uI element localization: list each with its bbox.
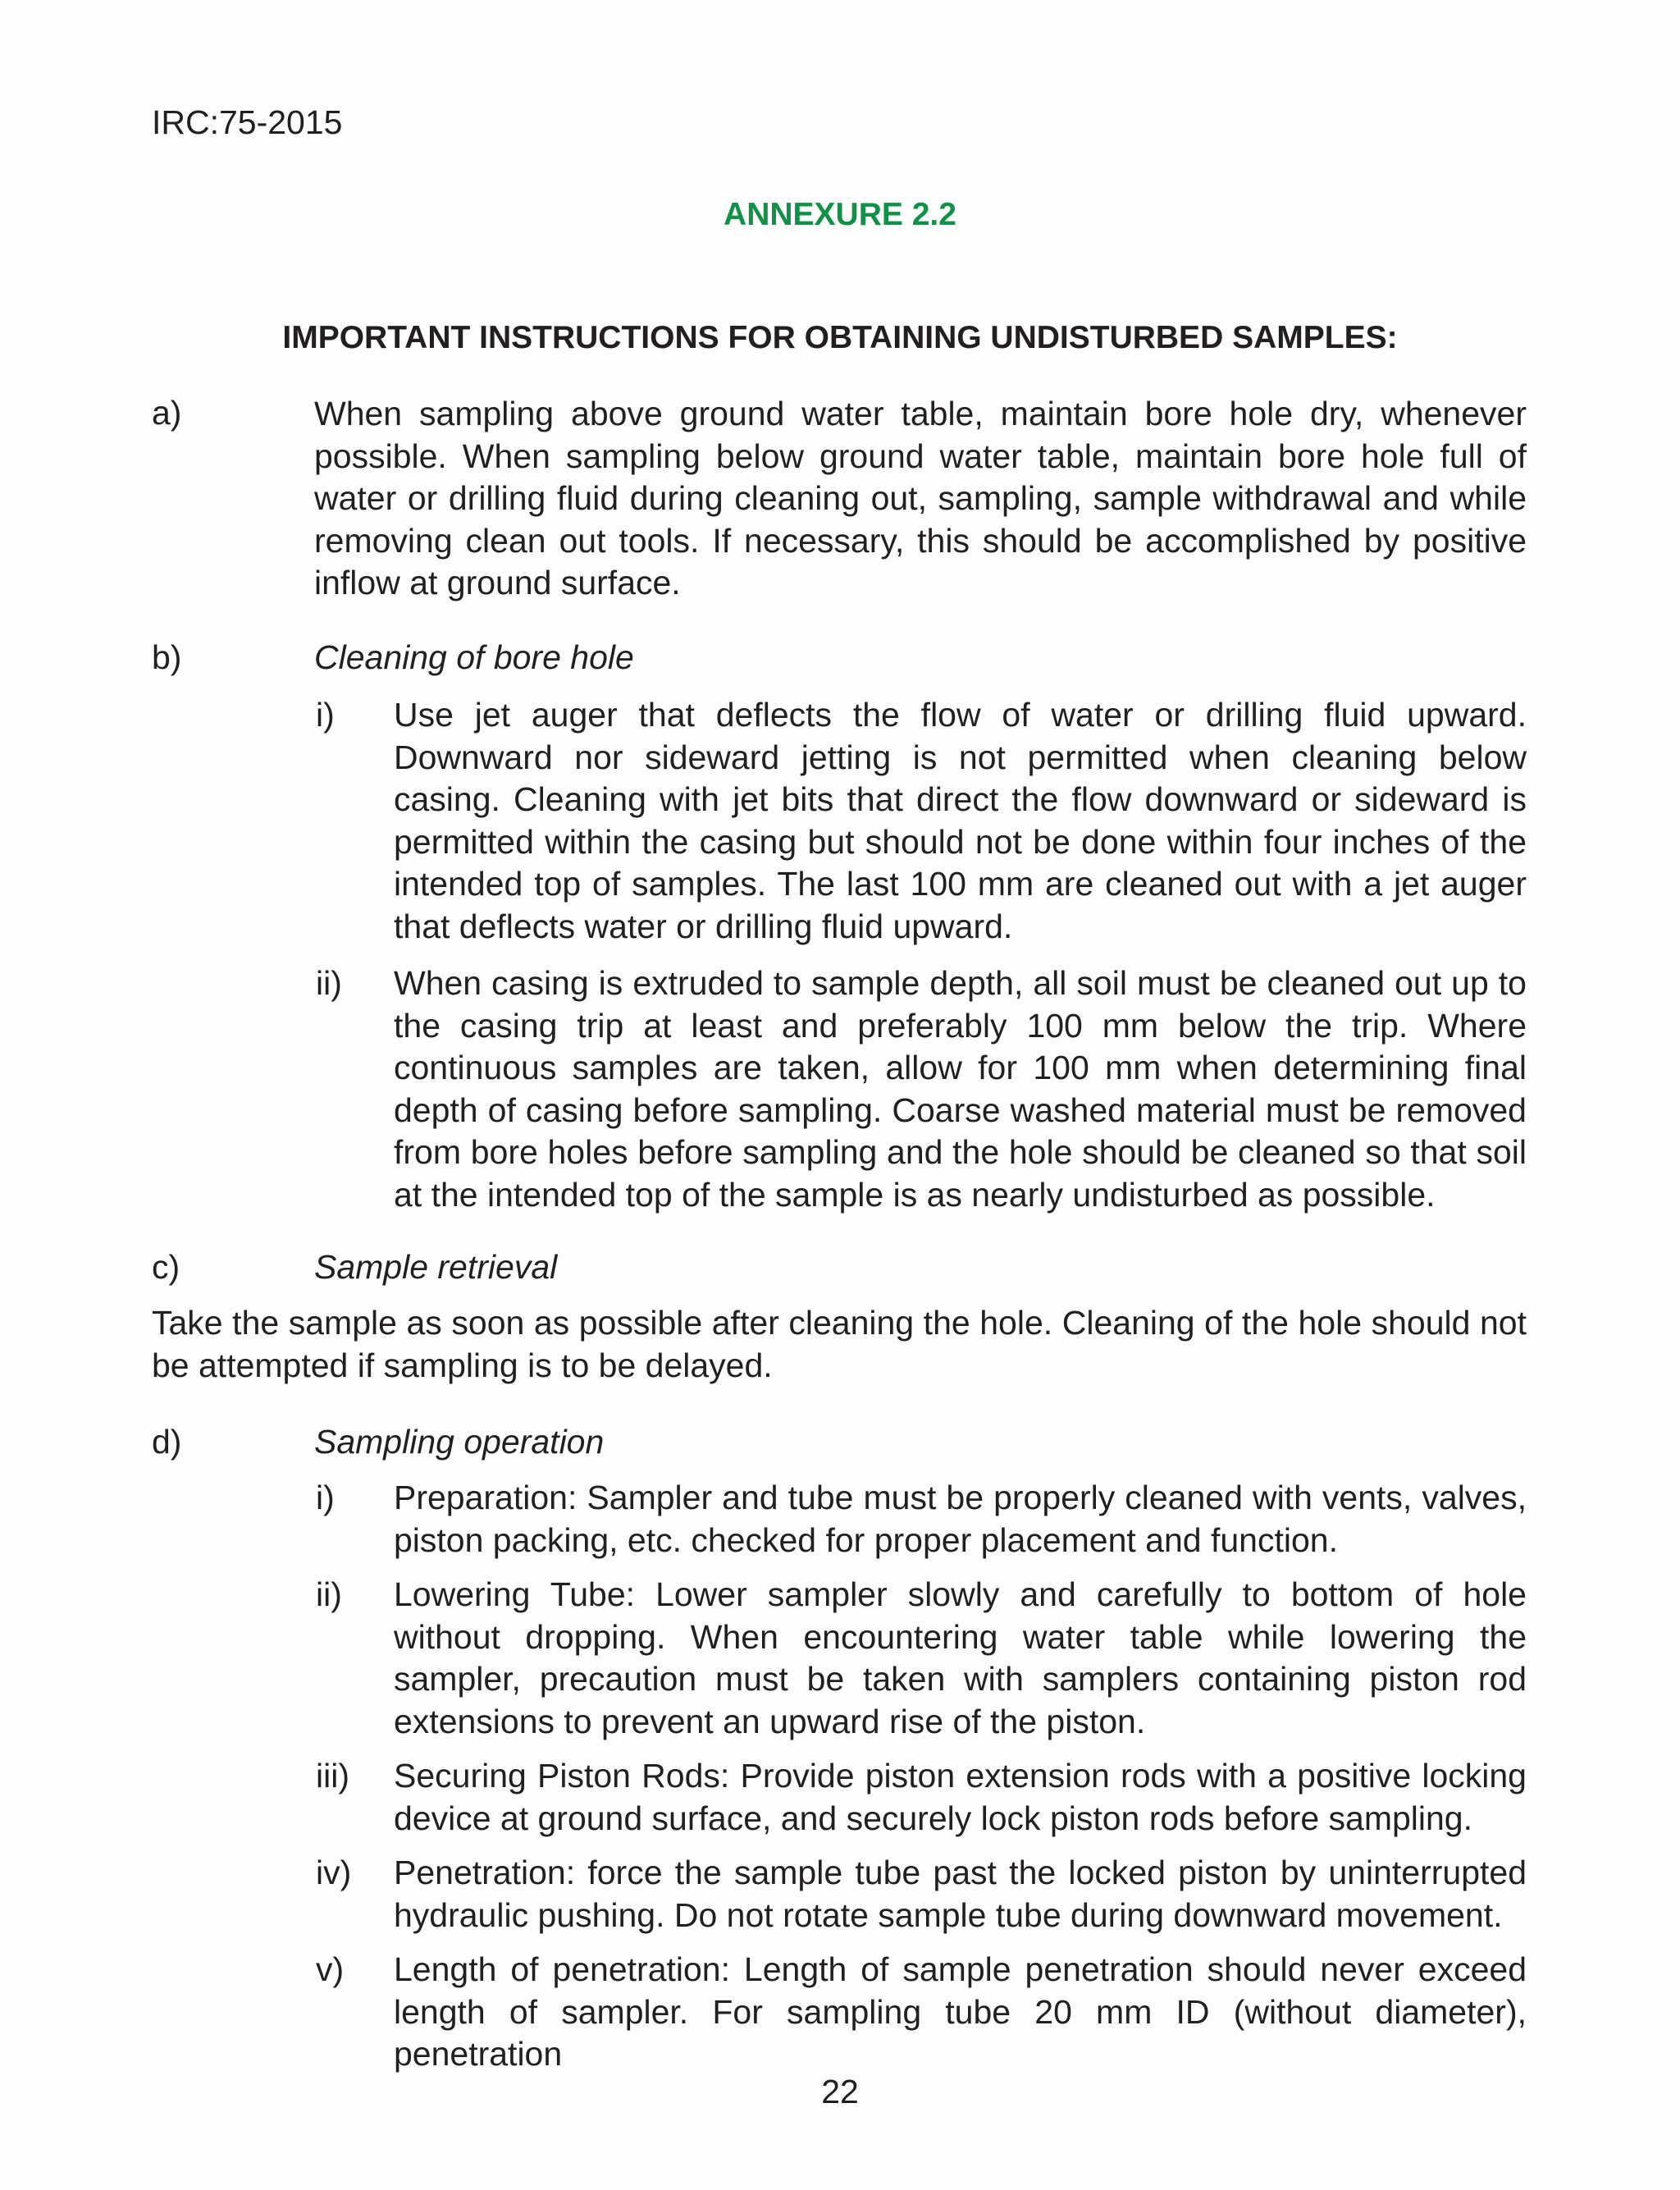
- section-d-item-4-label: iv): [316, 1854, 352, 1891]
- section-d-item-5-text: Length of penetration: Length of sample penetration should never exceed length of sampler. For sampling tube 20 mm ID (without diameter), penetration: [394, 1950, 1527, 2073]
- section-d-item-1-text: Preparation: Sampler and tube must be properly cleaned with vents, valves, piston packing, etc. checked for proper placement and function.: [394, 1479, 1527, 1559]
- section-b-item-1-text: Use jet auger that deflects the flow of water or drilling fluid upward. Downward nor sideward jetting is not permitted when cleaning below casing. Cleaning with jet bits that direct the flow downward or sideward is permitted within the casing but should not be done within four inches of the intended top of samples. The last 100 mm are cleaned out with a jet auger that deflects water or drilling fluid upward.: [394, 696, 1527, 945]
- section-c-text: Take the sample as soon as possible after cleaning the hole. Cleaning of the hole should not be attempted if sampling is to be delayed.: [152, 1304, 1527, 1384]
- section-a-label: a): [152, 394, 182, 432]
- section-d-item-2-label: ii): [316, 1575, 342, 1613]
- annexure-title: ANNEXURE 2.2: [724, 197, 956, 232]
- section-d-item-2-text: Lowering Tube: Lower sampler slowly and carefully to bottom of hole without dropping. When encountering water table while lowering the sampler, precaution must be taken with samplers containing piston rod extensions to prevent an upward rise of the piston.: [394, 1575, 1527, 1740]
- section-b-item-2-text: When casing is extruded to sample depth, all soil must be cleaned out up to the casing trip at least and preferably 100 mm below the trip. Where continuous samples are taken, allow for 100 mm when determining final depth of casing before sampling. Coarse washed material must be removed from bore holes before sampling and the hole should be cleaned so that soil at the intended top of the sample is as nearly undisturbed as possible.: [394, 964, 1527, 1214]
- main-title: IMPORTANT INSTRUCTIONS FOR OBTAINING UNDISTURBED SAMPLES:: [282, 320, 1398, 355]
- section-a-text: When sampling above ground water table, maintain bore hole dry, whenever possible. When sampling below ground water table, maintain bore hole full of water or drilling fluid during cleaning out, sampling, sample withdrawal and while removing clean out tools. If necessary, this should be accomplished by positive inflow at ground surface.: [314, 395, 1527, 601]
- section-d-heading: Sampling operation: [314, 1423, 605, 1461]
- section-b-heading: Cleaning of bore hole: [314, 638, 634, 676]
- section-b-label: b): [152, 638, 182, 676]
- section-d-item-3-label: iii): [316, 1757, 349, 1795]
- section-b-item-1-label: i): [316, 696, 335, 734]
- section-c-label: c): [152, 1248, 180, 1286]
- section-c-heading: Sample retrieval: [314, 1248, 558, 1286]
- page-number: 22: [821, 2073, 859, 2110]
- standard-code: IRC:75-2015: [152, 103, 343, 141]
- section-d-item-4-text: Penetration: force the sample tube past the locked piston by uninterrupted hydraulic pushing. Do not rotate sample tube during downward movement.: [394, 1854, 1527, 1934]
- section-d-item-3-text: Securing Piston Rods: Provide piston extension rods with a positive locking device at ground surface, and securely lock piston rods before sampling.: [394, 1757, 1527, 1837]
- section-d-item-1-label: i): [316, 1479, 335, 1516]
- section-b-item-2-label: ii): [316, 964, 342, 1002]
- section-d-label: d): [152, 1423, 182, 1461]
- section-d-item-5-label: v): [316, 1950, 345, 1988]
